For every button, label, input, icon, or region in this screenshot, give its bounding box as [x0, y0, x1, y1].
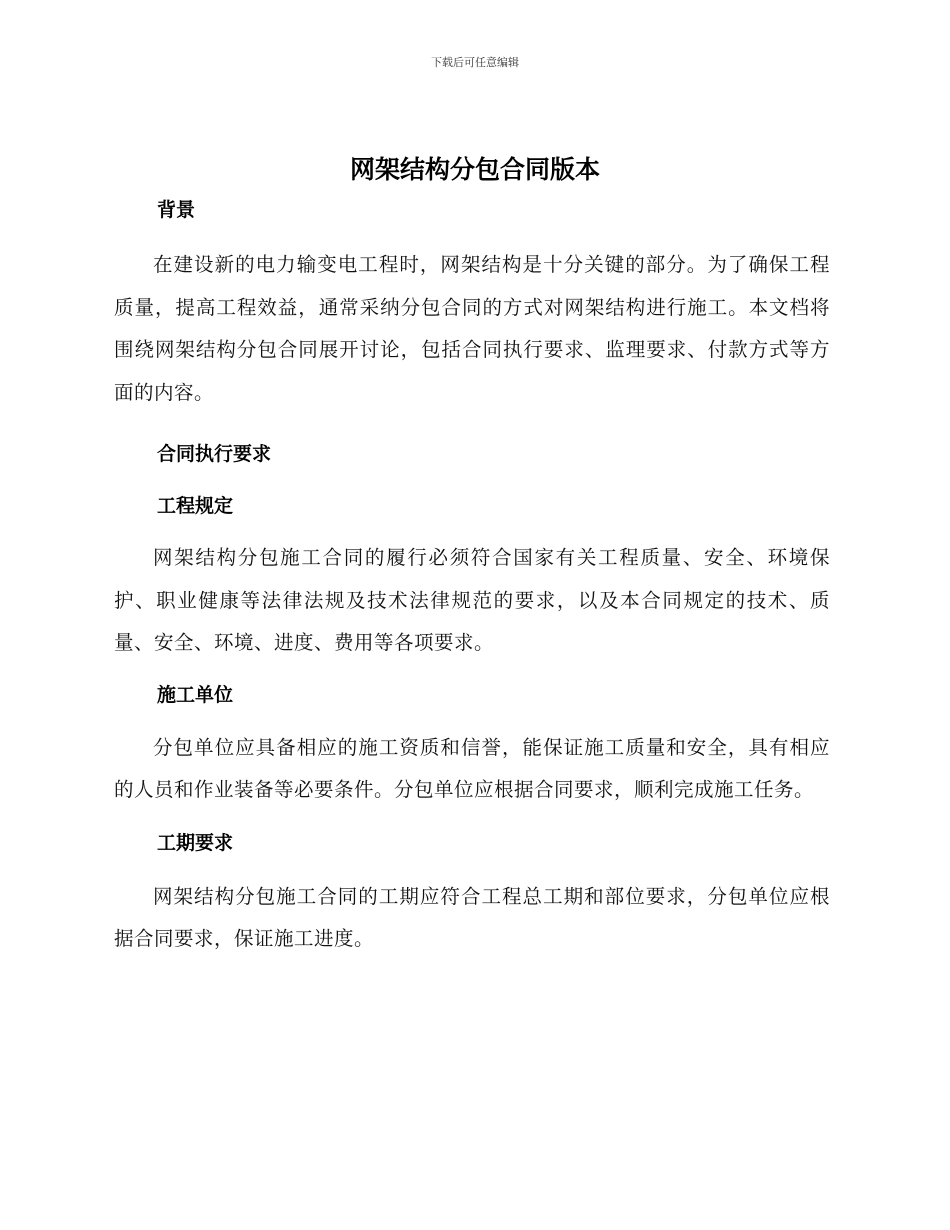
paragraph-background: 在建设新的电力输变电工程时，网架结构是十分关键的部分。为了确保工程质量，提高工程效益，通常采纳分包合同的方式对网架结构进行施工。本文档将围绕网架结构分包合同展开讨论，包括合同执行要求、监理要求、付款方式等方面的内容。 [114, 253, 830, 404]
section-heading-background: 背景 [157, 199, 196, 221]
paragraph-engineering-rules: 网架结构分包施工合同的履行必须符合国家有关工程质量、安全、环境保护、职业健康等法律法规及技术法律规范的要求，以及本合同规定的技术、质量、安全、环境、进度、费用等各项要求。 [114, 546, 830, 654]
paragraph-schedule-requirements: 网架结构分包施工合同的工期应符合工程总工期和部位要求，分包单位应根据合同要求，保证施工进度。 [114, 884, 830, 950]
section-heading-schedule-requirements: 工期要求 [157, 831, 234, 854]
paragraph-construction-unit: 分包单位应具备相应的施工资质和信誉，能保证施工质量和安全，具有相应的人员和作业装备等必要条件。分包单位应根据合同要求，顺利完成施工任务。 [114, 735, 830, 801]
document-body [114, 196, 830, 961]
section-heading-contract-requirements: 合同执行要求 [157, 443, 272, 465]
section-heading-engineering-rules: 工程规定 [157, 495, 234, 517]
section-heading-construction-unit: 施工单位 [157, 683, 234, 706]
page-header-note: 下载后可任意编辑 [431, 56, 519, 69]
document-title: 网架结构分包合同版本 [349, 155, 600, 184]
